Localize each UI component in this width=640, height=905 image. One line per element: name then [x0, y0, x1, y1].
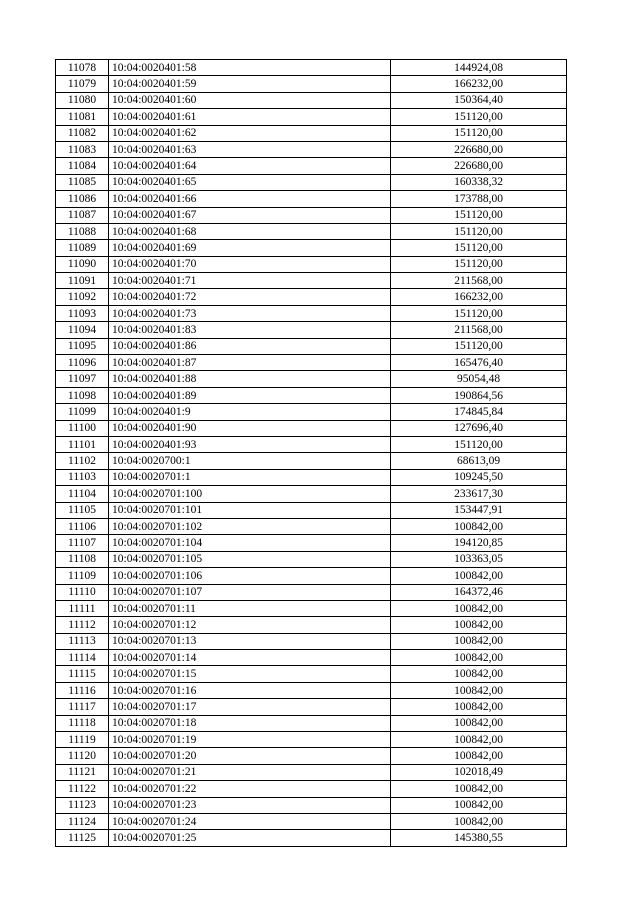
- cadastral-value-cell: 100842,00: [391, 699, 567, 715]
- table-row: [56, 322, 567, 338]
- cadastral-value-cell: 151120,00: [391, 109, 567, 125]
- row-number-cell: 11118: [56, 715, 109, 731]
- table-row: [56, 486, 567, 502]
- row-number-cell: 11107: [56, 535, 109, 551]
- cadastral-number-cell: 10:04:0020401:89: [109, 387, 391, 403]
- cadastral-number-cell: 10:04:0020401:86: [109, 338, 391, 354]
- row-number-cell: 11092: [56, 289, 109, 305]
- table-row: [56, 387, 567, 403]
- cadastral-number-cell: 10:04:0020401:90: [109, 420, 391, 436]
- row-number-cell: 11094: [56, 322, 109, 338]
- cadastral-number-cell: 10:04:0020401:87: [109, 355, 391, 371]
- cadastral-value-cell: 233617,30: [391, 486, 567, 502]
- cadastral-value-cell: 151120,00: [391, 207, 567, 223]
- row-number-cell: 11081: [56, 109, 109, 125]
- table-row: [56, 76, 567, 92]
- cadastral-value-cell: 173788,00: [391, 191, 567, 207]
- cadastral-number-cell: 10:04:0020401:70: [109, 256, 391, 272]
- table-row: [56, 715, 567, 731]
- row-number-cell: 11105: [56, 502, 109, 518]
- table-row: [56, 764, 567, 780]
- row-number-cell: 11120: [56, 748, 109, 764]
- table-row: [56, 699, 567, 715]
- cadastral-number-cell: 10:04:0020401:63: [109, 141, 391, 157]
- cadastral-value-cell: 100842,00: [391, 518, 567, 534]
- row-number-cell: 11080: [56, 92, 109, 108]
- table-row: [56, 584, 567, 600]
- row-number-cell: 11123: [56, 797, 109, 813]
- row-number-cell: 11116: [56, 682, 109, 698]
- table-row: [56, 518, 567, 534]
- row-number-cell: 11125: [56, 830, 109, 846]
- row-number-cell: 11085: [56, 174, 109, 190]
- table-row: [56, 60, 567, 76]
- table-row: [56, 682, 567, 698]
- cadastral-value-cell: 151120,00: [391, 240, 567, 256]
- row-number-cell: 11119: [56, 732, 109, 748]
- cadastral-number-cell: 10:04:0020701:17: [109, 699, 391, 715]
- cadastral-number-cell: 10:04:0020701:11: [109, 600, 391, 616]
- cadastral-number-cell: 10:04:0020701:15: [109, 666, 391, 682]
- cadastral-number-cell: 10:04:0020701:21: [109, 764, 391, 780]
- cadastral-value-cell: 151120,00: [391, 305, 567, 321]
- cadastral-number-cell: 10:04:0020401:64: [109, 158, 391, 174]
- table-row: [56, 568, 567, 584]
- cadastral-number-cell: 10:04:0020701:13: [109, 633, 391, 649]
- cadastral-value-cell: 100842,00: [391, 797, 567, 813]
- cadastral-number-cell: 10:04:0020701:23: [109, 797, 391, 813]
- row-number-cell: 11109: [56, 568, 109, 584]
- row-number-cell: 11106: [56, 518, 109, 534]
- table-row: [56, 305, 567, 321]
- cadastral-number-cell: 10:04:0020701:19: [109, 732, 391, 748]
- table-row: [56, 830, 567, 846]
- row-number-cell: 11091: [56, 273, 109, 289]
- table-row: [56, 92, 567, 108]
- cadastral-value-cell: 194120,85: [391, 535, 567, 551]
- table-row: [56, 141, 567, 157]
- row-number-cell: 11078: [56, 60, 109, 76]
- table-row: [56, 371, 567, 387]
- cadastral-number-cell: 10:04:0020401:62: [109, 125, 391, 141]
- cadastral-value-cell: 151120,00: [391, 223, 567, 239]
- cadastral-value-cell: 103363,05: [391, 551, 567, 567]
- cadastral-number-cell: 10:04:0020701:18: [109, 715, 391, 731]
- cadastral-value-cell: 127696,40: [391, 420, 567, 436]
- row-number-cell: 11090: [56, 256, 109, 272]
- row-number-cell: 11115: [56, 666, 109, 682]
- table-row: [56, 453, 567, 469]
- cadastral-number-cell: 10:04:0020701:101: [109, 502, 391, 518]
- row-number-cell: 11087: [56, 207, 109, 223]
- cadastral-number-cell: 10:04:0020701:104: [109, 535, 391, 551]
- row-number-cell: 11100: [56, 420, 109, 436]
- table-row: [56, 732, 567, 748]
- cadastral-value-cell: 151120,00: [391, 256, 567, 272]
- cadastral-value-cell: 100842,00: [391, 600, 567, 616]
- cadastral-value-cell: 100842,00: [391, 732, 567, 748]
- table-row: [56, 781, 567, 797]
- cadastral-number-cell: 10:04:0020701:16: [109, 682, 391, 698]
- cadastral-number-cell: 10:04:0020401:58: [109, 60, 391, 76]
- cadastral-number-cell: 10:04:0020401:61: [109, 109, 391, 125]
- table-row: [56, 502, 567, 518]
- cadastral-value-cell: 145380,55: [391, 830, 567, 846]
- cadastral-value-cell: 102018,49: [391, 764, 567, 780]
- row-number-cell: 11117: [56, 699, 109, 715]
- row-number-cell: 11089: [56, 240, 109, 256]
- cadastral-number-cell: 10:04:0020701:100: [109, 486, 391, 502]
- table-row: [56, 420, 567, 436]
- row-number-cell: 11099: [56, 404, 109, 420]
- cadastral-value-cell: 190864,56: [391, 387, 567, 403]
- cadastral-value-cell: 95054,48: [391, 371, 567, 387]
- row-number-cell: 11124: [56, 813, 109, 829]
- cadastral-number-cell: 10:04:0020401:60: [109, 92, 391, 108]
- table-row: [56, 748, 567, 764]
- row-number-cell: 11122: [56, 781, 109, 797]
- table-row: [56, 813, 567, 829]
- table-row: [56, 666, 567, 682]
- cadastral-number-cell: 10:04:0020701:25: [109, 830, 391, 846]
- cadastral-number-cell: 10:04:0020401:71: [109, 273, 391, 289]
- cadastral-value-cell: 100842,00: [391, 617, 567, 633]
- row-number-cell: 11093: [56, 305, 109, 321]
- row-number-cell: 11121: [56, 764, 109, 780]
- row-number-cell: 11101: [56, 436, 109, 452]
- table-body: [56, 60, 567, 847]
- table-row: [56, 338, 567, 354]
- table-row: [56, 207, 567, 223]
- row-number-cell: 11084: [56, 158, 109, 174]
- table-row: [56, 125, 567, 141]
- row-number-cell: 11082: [56, 125, 109, 141]
- cadastral-value-cell: 211568,00: [391, 273, 567, 289]
- table-row: [56, 535, 567, 551]
- row-number-cell: 11110: [56, 584, 109, 600]
- cadastral-number-cell: 10:04:0020401:93: [109, 436, 391, 452]
- cadastral-value-cell: 100842,00: [391, 781, 567, 797]
- row-number-cell: 11098: [56, 387, 109, 403]
- table-row: [56, 240, 567, 256]
- cadastral-value-table: [55, 59, 567, 847]
- cadastral-value-cell: 160338,32: [391, 174, 567, 190]
- table-row: [56, 797, 567, 813]
- cadastral-number-cell: 10:04:0020401:68: [109, 223, 391, 239]
- cadastral-value-cell: 144924,08: [391, 60, 567, 76]
- table-row: [56, 289, 567, 305]
- cadastral-number-cell: 10:04:0020701:102: [109, 518, 391, 534]
- table-row: [56, 191, 567, 207]
- cadastral-number-cell: 10:04:0020401:9: [109, 404, 391, 420]
- table-row: [56, 617, 567, 633]
- row-number-cell: 11086: [56, 191, 109, 207]
- cadastral-number-cell: 10:04:0020701:12: [109, 617, 391, 633]
- table-row: [56, 109, 567, 125]
- cadastral-value-cell: 226680,00: [391, 141, 567, 157]
- table-row: [56, 436, 567, 452]
- cadastral-value-cell: 100842,00: [391, 682, 567, 698]
- cadastral-value-cell: 150364,40: [391, 92, 567, 108]
- table-row: [56, 158, 567, 174]
- cadastral-number-cell: 10:04:0020401:83: [109, 322, 391, 338]
- row-number-cell: 11096: [56, 355, 109, 371]
- cadastral-number-cell: 10:04:0020401:65: [109, 174, 391, 190]
- cadastral-value-cell: 68613,09: [391, 453, 567, 469]
- cadastral-value-cell: 166232,00: [391, 76, 567, 92]
- table-row: [56, 551, 567, 567]
- cadastral-value-cell: 100842,00: [391, 715, 567, 731]
- cadastral-value-cell: 100842,00: [391, 666, 567, 682]
- row-number-cell: 11095: [56, 338, 109, 354]
- cadastral-value-cell: 100842,00: [391, 748, 567, 764]
- row-number-cell: 11113: [56, 633, 109, 649]
- table-row: [56, 223, 567, 239]
- row-number-cell: 11108: [56, 551, 109, 567]
- table-row: [56, 650, 567, 666]
- row-number-cell: 11114: [56, 650, 109, 666]
- cadastral-value-cell: 174845,84: [391, 404, 567, 420]
- cadastral-number-cell: 10:04:0020701:105: [109, 551, 391, 567]
- cadastral-number-cell: 10:04:0020701:22: [109, 781, 391, 797]
- table-row: [56, 273, 567, 289]
- row-number-cell: 11112: [56, 617, 109, 633]
- table-row: [56, 600, 567, 616]
- cadastral-number-cell: 10:04:0020701:107: [109, 584, 391, 600]
- row-number-cell: 11097: [56, 371, 109, 387]
- cadastral-number-cell: 10:04:0020401:73: [109, 305, 391, 321]
- cadastral-value-cell: 151120,00: [391, 436, 567, 452]
- cadastral-number-cell: 10:04:0020701:14: [109, 650, 391, 666]
- row-number-cell: 11104: [56, 486, 109, 502]
- row-number-cell: 11088: [56, 223, 109, 239]
- table-row: [56, 174, 567, 190]
- cadastral-value-cell: 100842,00: [391, 633, 567, 649]
- cadastral-number-cell: 10:04:0020700:1: [109, 453, 391, 469]
- cadastral-value-cell: 153447,91: [391, 502, 567, 518]
- table-row: [56, 404, 567, 420]
- cadastral-value-cell: 100842,00: [391, 650, 567, 666]
- table-row: [56, 633, 567, 649]
- cadastral-value-cell: 211568,00: [391, 322, 567, 338]
- row-number-cell: 11103: [56, 469, 109, 485]
- cadastral-number-cell: 10:04:0020701:1: [109, 469, 391, 485]
- cadastral-number-cell: 10:04:0020401:59: [109, 76, 391, 92]
- cadastral-number-cell: 10:04:0020401:67: [109, 207, 391, 223]
- cadastral-value-cell: 151120,00: [391, 338, 567, 354]
- table-row: [56, 256, 567, 272]
- cadastral-number-cell: 10:04:0020701:20: [109, 748, 391, 764]
- cadastral-value-cell: 100842,00: [391, 813, 567, 829]
- cadastral-value-cell: 100842,00: [391, 568, 567, 584]
- cadastral-value-cell: 109245,50: [391, 469, 567, 485]
- row-number-cell: 11083: [56, 141, 109, 157]
- cadastral-number-cell: 10:04:0020401:69: [109, 240, 391, 256]
- cadastral-value-cell: 151120,00: [391, 125, 567, 141]
- cadastral-number-cell: 10:04:0020701:24: [109, 813, 391, 829]
- cadastral-value-cell: 164372,46: [391, 584, 567, 600]
- cadastral-value-cell: 165476,40: [391, 355, 567, 371]
- cadastral-value-cell: 166232,00: [391, 289, 567, 305]
- row-number-cell: 11111: [56, 600, 109, 616]
- cadastral-number-cell: 10:04:0020401:72: [109, 289, 391, 305]
- cadastral-number-cell: 10:04:0020401:88: [109, 371, 391, 387]
- row-number-cell: 11079: [56, 76, 109, 92]
- cadastral-value-cell: 226680,00: [391, 158, 567, 174]
- row-number-cell: 11102: [56, 453, 109, 469]
- cadastral-number-cell: 10:04:0020401:66: [109, 191, 391, 207]
- table-row: [56, 469, 567, 485]
- cadastral-number-cell: 10:04:0020701:106: [109, 568, 391, 584]
- table-row: [56, 355, 567, 371]
